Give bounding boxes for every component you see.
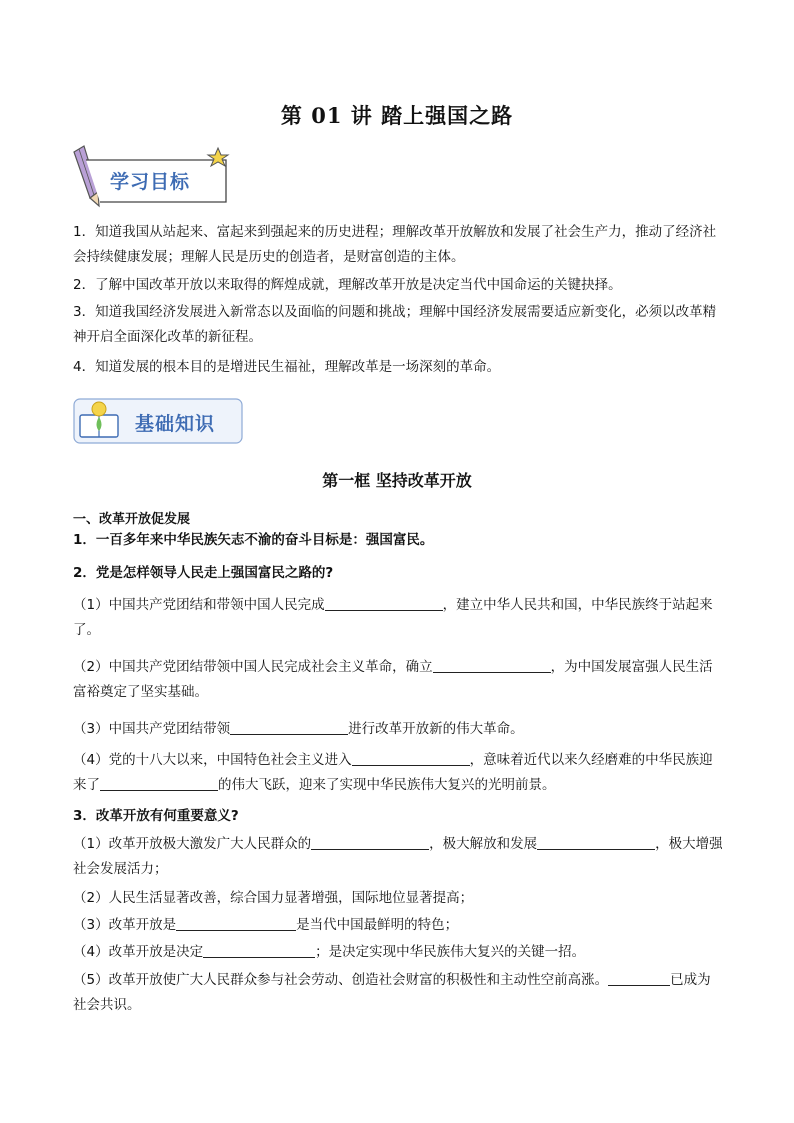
fill-blank[interactable] [203, 943, 315, 958]
fill-blank[interactable] [325, 596, 443, 611]
q3-item-1: （1）改革开放极大激发广大人民群众的 ，极大解放和发展 ，极大增强社会发展活力； [73, 836, 723, 877]
q2-item-3: （3）中国共产党团结带领 进行改革开放新的伟大革命。 [73, 721, 524, 737]
basic-knowledge-label: 基础知识 [135, 413, 216, 435]
q3-item-5: （5）改革开放使广大人民群众参与社会劳动、创造社会财富的积极性和主动性空前高涨。 已成为社会共识。 [73, 972, 711, 1013]
fill-blank[interactable] [230, 720, 348, 735]
goal-item: 4．知道发展的根本目的是增进民生福祉，理解改革是一场深刻的革命。 [73, 359, 501, 375]
q3-item-3: （3）改革开放是 是当代中国最鲜明的特色； [73, 917, 459, 933]
fill-blank[interactable] [433, 658, 551, 673]
goal-item: 1．知道我国从站起来、富起来到强起来的历史进程；理解改革开放解放和发展了社会生产力，推动了经济社会持续健康发展；理解人民是历史的创造者，是财富创造的主体。 [73, 224, 717, 265]
q2-item-4: （4）党的十八大以来，中国特色社会主义进入 ，意味着近代以来久经磨难的中华民族迎来了 的伟大飞跃，迎来了实现中华民族伟大复兴的光明前景。 [73, 752, 713, 793]
fill-blank[interactable] [100, 776, 218, 791]
goal-item: 3．知道我国经济发展进入新常态以及面临的问题和挑战；理解中国经济发展需要适应新变化，必须以改革精神开启全面深化改革的新征程。 [73, 304, 717, 345]
question-3: 3．改革开放有何重要意义? [73, 808, 239, 824]
fill-blank[interactable] [176, 916, 296, 931]
goal-item: 2．了解中国改革开放以来取得的辉煌成就，理解改革开放是决定当代中国命运的关键抉择。 [73, 277, 622, 293]
page-title: 第 01 讲 踏上强国之路 [280, 103, 514, 128]
q2-item-1: （1）中国共产党团结和带领中国人民完成 ，建立中华人民共和国，中华民族终于站起来了。 [73, 597, 713, 638]
question-2: 2．党是怎样领导人民走上强国富民之路的? [73, 565, 334, 581]
lesson-heading: 第一框 坚持改革开放 [322, 471, 472, 490]
fill-blank[interactable] [311, 835, 429, 850]
q3-item-2: （2）人民生活显著改善，综合国力显著增强，国际地位显著提高； [73, 890, 474, 906]
q3-item-4: （4）改革开放是决定 ；是决定实现中华民族伟大复兴的关键一招。 [73, 944, 586, 960]
study-goals-badge [68, 140, 233, 210]
q2-item-2: （2）中国共产党团结带领中国人民完成社会主义革命，确立 ，为中国发展富强人民生活富裕奠定了坚实基础。 [73, 659, 713, 700]
basic-knowledge-badge [72, 397, 247, 447]
fill-blank[interactable] [352, 751, 470, 766]
section-heading: 一、改革开放促发展 [73, 512, 191, 527]
fill-blank[interactable] [537, 835, 655, 850]
study-goals-label: 学习目标 [110, 171, 191, 193]
fill-blank[interactable] [608, 971, 670, 986]
question-1: 1．一百多年来中华民族矢志不渝的奋斗目标是：强国富民。 [73, 532, 434, 548]
